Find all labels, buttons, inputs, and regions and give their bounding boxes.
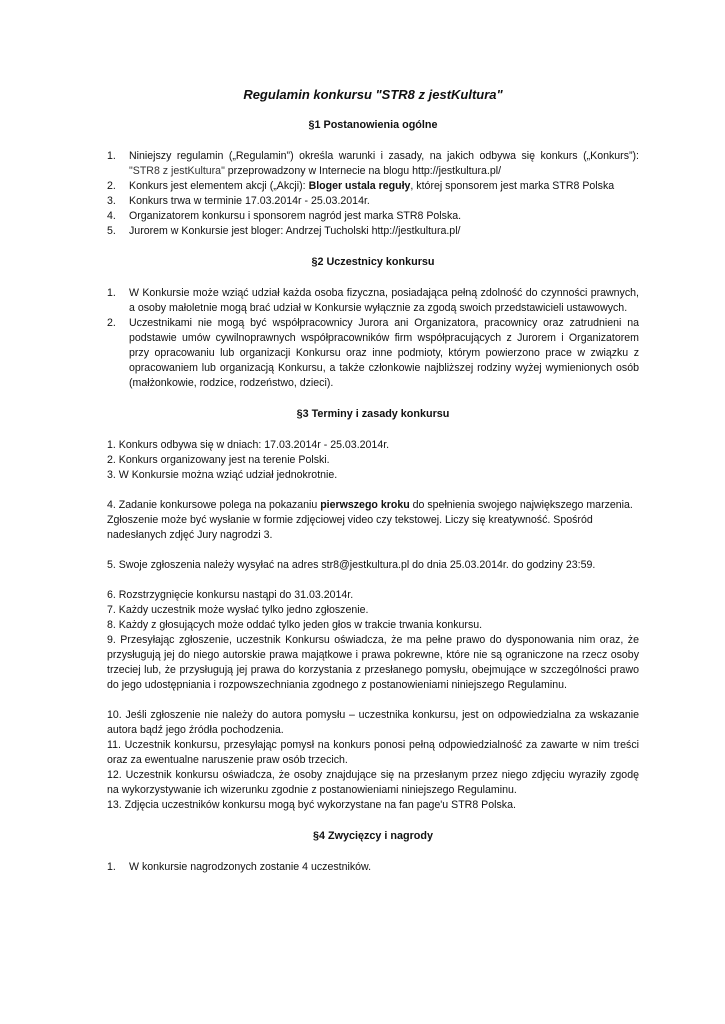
list-item-text: , której sponsorem jest marka STR8 Polska <box>410 180 615 192</box>
list-item <box>107 149 639 179</box>
list-item-number: 4. <box>107 210 116 222</box>
list-item <box>107 194 639 209</box>
list-item <box>107 860 639 875</box>
list-item-text: Niniejszy regulamin („Regulamin”) określa warunki i zasady, na jakich odbywa się konkurs („Konkurs”): <box>129 150 639 162</box>
list-item <box>107 224 639 239</box>
list-item-number: 2. <box>107 317 116 329</box>
list-item <box>107 316 639 391</box>
paragraph: 12. Uczestnik konkursu oświadcza, że osoby znajdujące się na przesłanym przez niego zdjęciu wyraziły zgodę na wykorzystywanie ich wizerunku zgodnie z postanowieniami niniejszego Regulaminu. <box>107 769 639 796</box>
section-2-list <box>107 286 639 391</box>
section-1-heading: §1 Postanowienia ogólne <box>308 119 438 131</box>
paragraph: 5. Swoje zgłoszenia należy wysyłać na adres str8@jestkultura.pl do dnia 25.03.2014r. do godziny 23:59. <box>107 559 596 571</box>
list-item-text: W Konkursie może wziąć udział każda osoba fizyczna, posiadająca pełną zdolność do czynności prawnych, a osoby małoletnie mogą brać udział w Konkursie wyłącznie za zgodą swoich przedstawicieli ustawowych. <box>129 287 639 314</box>
list-item-number: 1. <box>107 287 116 299</box>
paragraph: 2. Konkurs organizowany jest na terenie Polski. <box>107 454 330 466</box>
paragraph: 8. Każdy z głosujących może oddać tylko jeden głos w trakcie trwania konkursu. <box>107 619 483 631</box>
paragraph: 10. Jeśli zgłoszenie nie należy do autora pomysłu – uczestnika konkursu, jest on odpowiedzialna za wskazanie autora bądź jego źródła pochodzenia. <box>107 709 639 736</box>
paragraph: 9. Przesyłając zgłoszenie, uczestnik Konkursu oświadcza, że ma pełne prawo do dysponowania nim oraz, że przysługują jej do niego autorskie prawa majątkowe i prawa pokrewne, które nie są ograniczone na rzecz osoby trzeciej lub, że przysługują jej prawa do korzystania z przesłanego pomysłu, obejmujące w szczególności prawo do jego udostępniania i rozpowszechniania zgodnego z postanowieniami niniejszego Regulaminu. <box>107 634 639 691</box>
paragraph: 1. Konkurs odbywa się w dniach: 17.03.2014r - 25.03.2014r. <box>107 439 390 451</box>
paragraph: 3. W Konkursie można wziąć udział jednokrotnie. <box>107 469 338 481</box>
paragraph <box>107 498 639 543</box>
contest-name-quote: "STR8 z jestKultura" <box>129 165 225 177</box>
list-item-text: Konkurs trwa w terminie 17.03.2014r - 25.03.2014r. <box>129 195 370 207</box>
paragraph-text: 4. Zadanie konkursowe polega na pokazaniu <box>107 499 321 511</box>
list-item-text: Jurorem w Konkursie jest bloger: Andrzej Tucholski http://jestkultura.pl/ <box>129 225 461 237</box>
list-item-number: 2. <box>107 180 116 192</box>
section-1-list <box>107 149 639 239</box>
action-name-bold: Bloger ustala reguły <box>308 180 411 192</box>
section-4-list <box>107 860 639 875</box>
list-item-text: W konkursie nagrodzonych zostanie 4 uczestników. <box>129 861 372 873</box>
list-item <box>107 179 639 194</box>
paragraph: 6. Rozstrzygnięcie konkursu nastąpi do 31.03.2014r. <box>107 589 354 601</box>
section-2-heading: §2 Uczestnicy konkursu <box>311 256 435 268</box>
document-title: Regulamin konkursu "STR8 z jestKultura" <box>243 87 503 102</box>
first-step-bold: pierwszego kroku <box>320 499 410 511</box>
list-item-text: Uczestnikami nie mogą być współpracownicy Jurora ani Organizatora, pracownicy oraz zatrudnieni na podstawie umów cywilnoprawnych współpracowników firm współpracujących z Jurorem i Organizatorem przy opracowaniu lub organizacji Konkursu oraz inne podmioty, którym powierzono prace w związku z opracowaniem lub organizacją Konkursu, a także członkowie najbliższej rodziny wyżej wymienionych osób (małżonkowie, rodzice, rodzeństwo, dzieci). <box>129 317 639 389</box>
paragraph-text: do spełnienia swojego największego marzenia. Zgłoszenie może być wysłanie w formie zdjęciowej video czy tekstowej. Liczy się kreatywność. Spośród nadesłanych zdjęć Jury nagrodzi 3. <box>107 499 633 541</box>
section-3-heading: §3 Terminy i zasady konkursu <box>296 408 450 420</box>
list-item-text: Organizatorem konkursu i sponsorem nagród jest marka STR8 Polska. <box>129 210 462 222</box>
list-item-text: Konkurs jest elementem akcji („Akcji): <box>129 180 309 192</box>
paragraph: 7. Każdy uczestnik może wysłać tylko jedno zgłoszenie. <box>107 604 369 616</box>
list-item-number: 1. <box>107 150 116 162</box>
document-page <box>107 86 639 875</box>
list-item-number: 5. <box>107 225 116 237</box>
list-item-text: przeprowadzony w Internecie na blogu http://jestkultura.pl/ <box>224 165 502 177</box>
list-item-number: 3. <box>107 195 116 207</box>
list-item-number: 1. <box>107 861 116 873</box>
paragraph: 13. Zdjęcia uczestników konkursu mogą być wykorzystane na fan page'u STR8 Polska. <box>107 799 516 811</box>
list-item <box>107 209 639 224</box>
list-item <box>107 286 639 316</box>
section-4-heading: §4 Zwycięzcy i nagrody <box>312 830 433 842</box>
paragraph: 11. Uczestnik konkursu, przesyłając pomysł na konkurs ponosi pełną odpowiedzialność za zawarte w nim treści oraz za ewentualne naruszenie praw osób trzecich. <box>107 739 639 766</box>
